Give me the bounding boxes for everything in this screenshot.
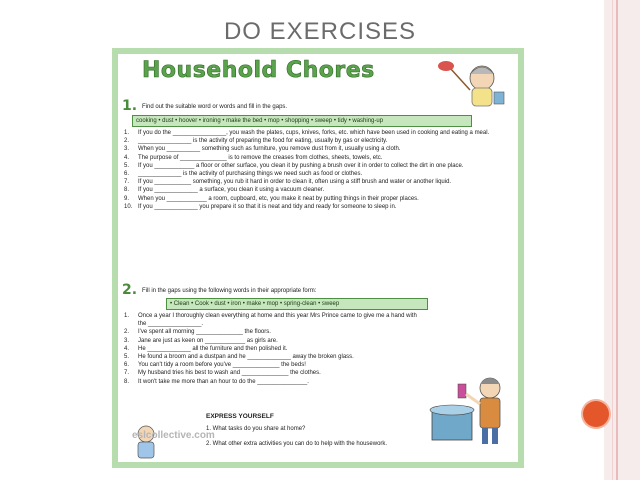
slide-title: DO EXERCISES — [223, 18, 417, 45]
express-item: 2. What other extra activities you can do to help with the housework. — [206, 441, 388, 447]
section-2-exercise-list — [124, 312, 424, 386]
section-1-instruction: Find out the suitable word or words and fill in the gaps. — [142, 104, 288, 110]
exercise-item: 7. My husband tries his best to wash and ______________ the clothes. — [124, 370, 321, 377]
section-2-number: 2. — [122, 282, 138, 298]
express-yourself-list — [206, 422, 456, 452]
exercise-item: 1. Once a year I thoroughly clean everything at home and this year Mrs Prince came to give me a hand with the ________________. — [124, 313, 417, 328]
slide-border-line — [612, 0, 613, 480]
exercise-item: 7. If you ___________ something, you rub it hard in order to clean it, often using a stiff brush and water or another liquid. — [124, 179, 452, 186]
section-2-instruction: Fill in the gaps using the following words in their appropriate form: — [142, 288, 317, 294]
exercise-item: 3. Jane are just as keen on ____________ as girls are. — [124, 337, 278, 344]
boy-illustration — [124, 422, 168, 462]
exercise-item: 2. I've spent all morning ______________ the floors. — [124, 329, 271, 336]
express-item: 1. What tasks do you share at home? — [206, 426, 306, 432]
section-2-word-bank: • Clean • Cook • dust • iron • make • mop • spring-clean • sweep — [166, 298, 428, 310]
watermark: eslcollective.com — [132, 430, 215, 441]
exercise-item: 1. If you do the ________________, you wash the plates, cups, knives, forks, etc. which have been used in cooking and eating a meal. — [124, 130, 490, 136]
exercise-item: 10. If you _____________ you prepare it so that it is neat and tidy and ready for someone to sleep in. — [124, 203, 397, 210]
worksheet-image — [112, 48, 524, 468]
exercise-item: 6. You can't tidy a room before you've ______________ the beds! — [124, 362, 306, 369]
exercise-item: 6. _____________ is the activity of purchasing things we need such as food or clothes. — [124, 171, 363, 178]
express-yourself-heading: EXPRESS YOURSELF — [206, 413, 274, 420]
slide-border-accent — [616, 0, 618, 480]
section-1-number: 1. — [122, 98, 138, 114]
exercise-item: 8. If you _____________ a surface, you clean it using a vacuum cleaner. — [124, 187, 325, 194]
section-1-word-bank: cooking • dust • hoover • ironing • make the bed • mop • shopping • sweep • tidy • washing-up — [132, 115, 472, 127]
worksheet-page — [118, 54, 518, 462]
cleaning-lady-illustration — [422, 58, 510, 108]
exercise-item: 5. If you ____________ a floor or other surface, you clean it by pushing a brush over it in order to collect the dirt in one place. — [124, 162, 464, 169]
section-1-exercise-list — [124, 129, 516, 211]
exercise-item: 2. ________________ is the activity of preparing the food for eating, usually by gas or electricity. — [124, 138, 388, 145]
slide-right-border — [604, 0, 640, 480]
exercise-item: 9. When you ____________ a room, cupboard, etc, you make it neat by putting things in their proper places. — [124, 195, 419, 202]
slide-accent-dot — [583, 401, 609, 427]
exercise-item: 4. The purpose of ______________ is to remove the creases from clothes, sheets, towels, etc. — [124, 154, 383, 161]
exercise-item: 8. It won't take me more than an hour to do the _______________. — [124, 378, 309, 385]
worksheet-title: Household Chores — [142, 58, 375, 83]
exercise-item: 5. He found a broom and a dustpan and he _____________ away the broken glass. — [124, 354, 354, 361]
exercise-item: 3. When you __________ something such as furniture, you remove dust from it, usually using a cloth. — [124, 146, 401, 153]
exercise-item: 4. He _____________ all the furniture and then polished it. — [124, 345, 288, 352]
